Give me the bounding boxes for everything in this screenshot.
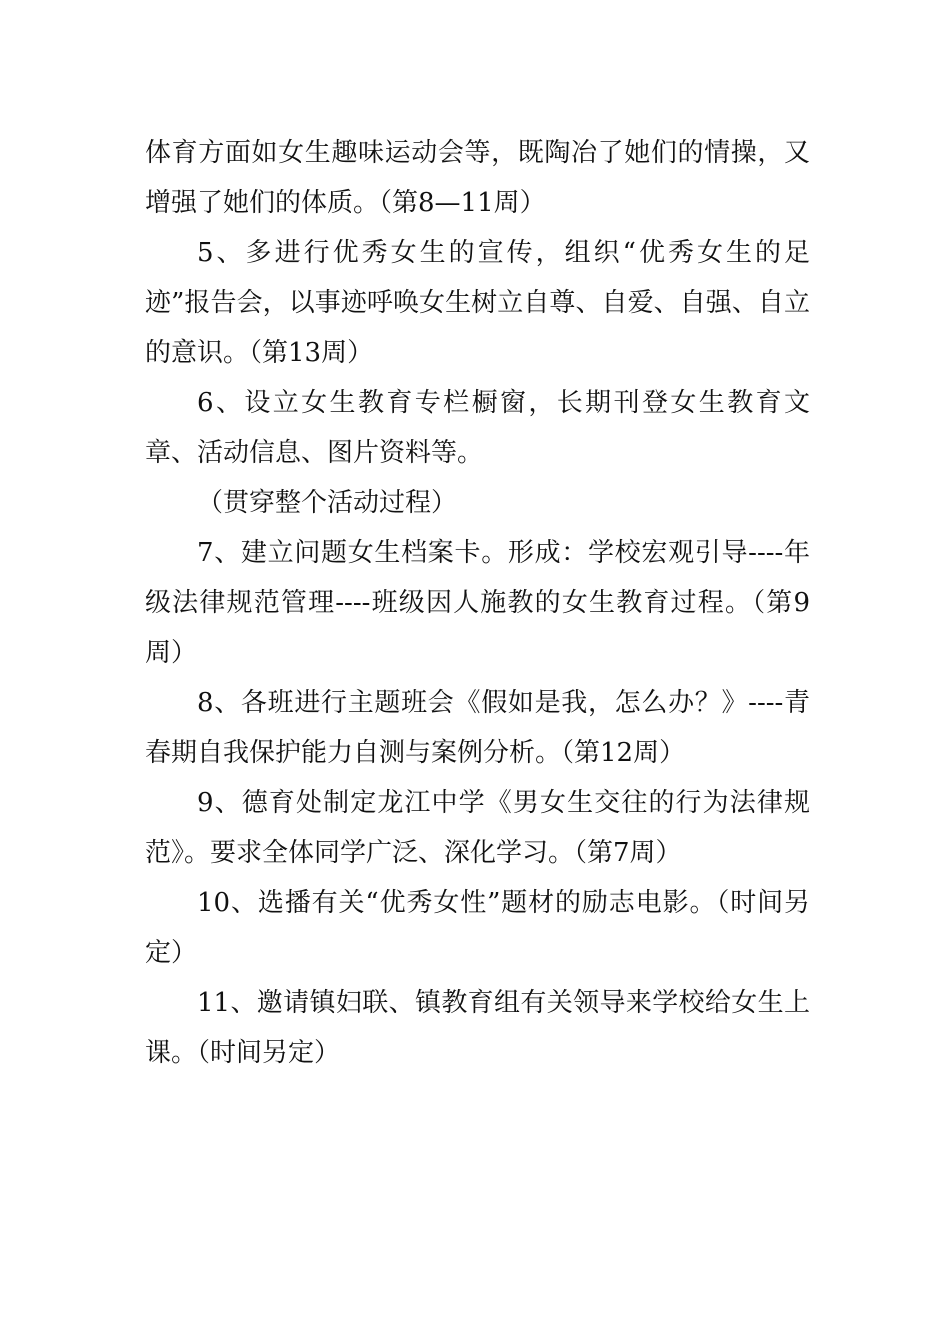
paragraph-continuation: 体育方面如女生趣味运动会等，既陶冶了她们的情操，又增强了她们的体质。（第8—11周） <box>145 138 810 218</box>
paragraph-item-5: 5、多进行优秀女生的宣传，组织“优秀女生的足迹”报告会，以事迹呼唤女生树立自尊、自爱、自强、自立的意识。（第13周） <box>145 238 810 368</box>
paragraph-item-7: 7、建立问题女生档案卡。形成：学校宏观引导----年级法律规范管理----班级因人施教的女生教育过程。（第9周） <box>145 538 810 668</box>
paragraph-item-10: 10、选播有关“优秀女性”题材的励志电影。（时间另定） <box>145 888 810 968</box>
document-body <box>145 128 810 1078</box>
paragraph-item-6-note: （贯穿整个活动过程） <box>197 488 458 518</box>
paragraph-item-9: 9、德育处制定龙江中学《男女生交往的行为法律规范》。要求全体同学广泛、深化学习。（第7周） <box>145 788 810 868</box>
paragraph-item-8: 8、各班进行主题班会《假如是我，怎么办？》----青春期自我保护能力自测与案例分析。（第12周） <box>145 688 810 768</box>
paragraph-item-11: 11、邀请镇妇联、镇教育组有关领导来学校给女生上课。（时间另定） <box>145 988 810 1068</box>
paragraph-item-6: 6、设立女生教育专栏橱窗，长期刊登女生教育文章、活动信息、图片资料等。 <box>145 388 810 468</box>
